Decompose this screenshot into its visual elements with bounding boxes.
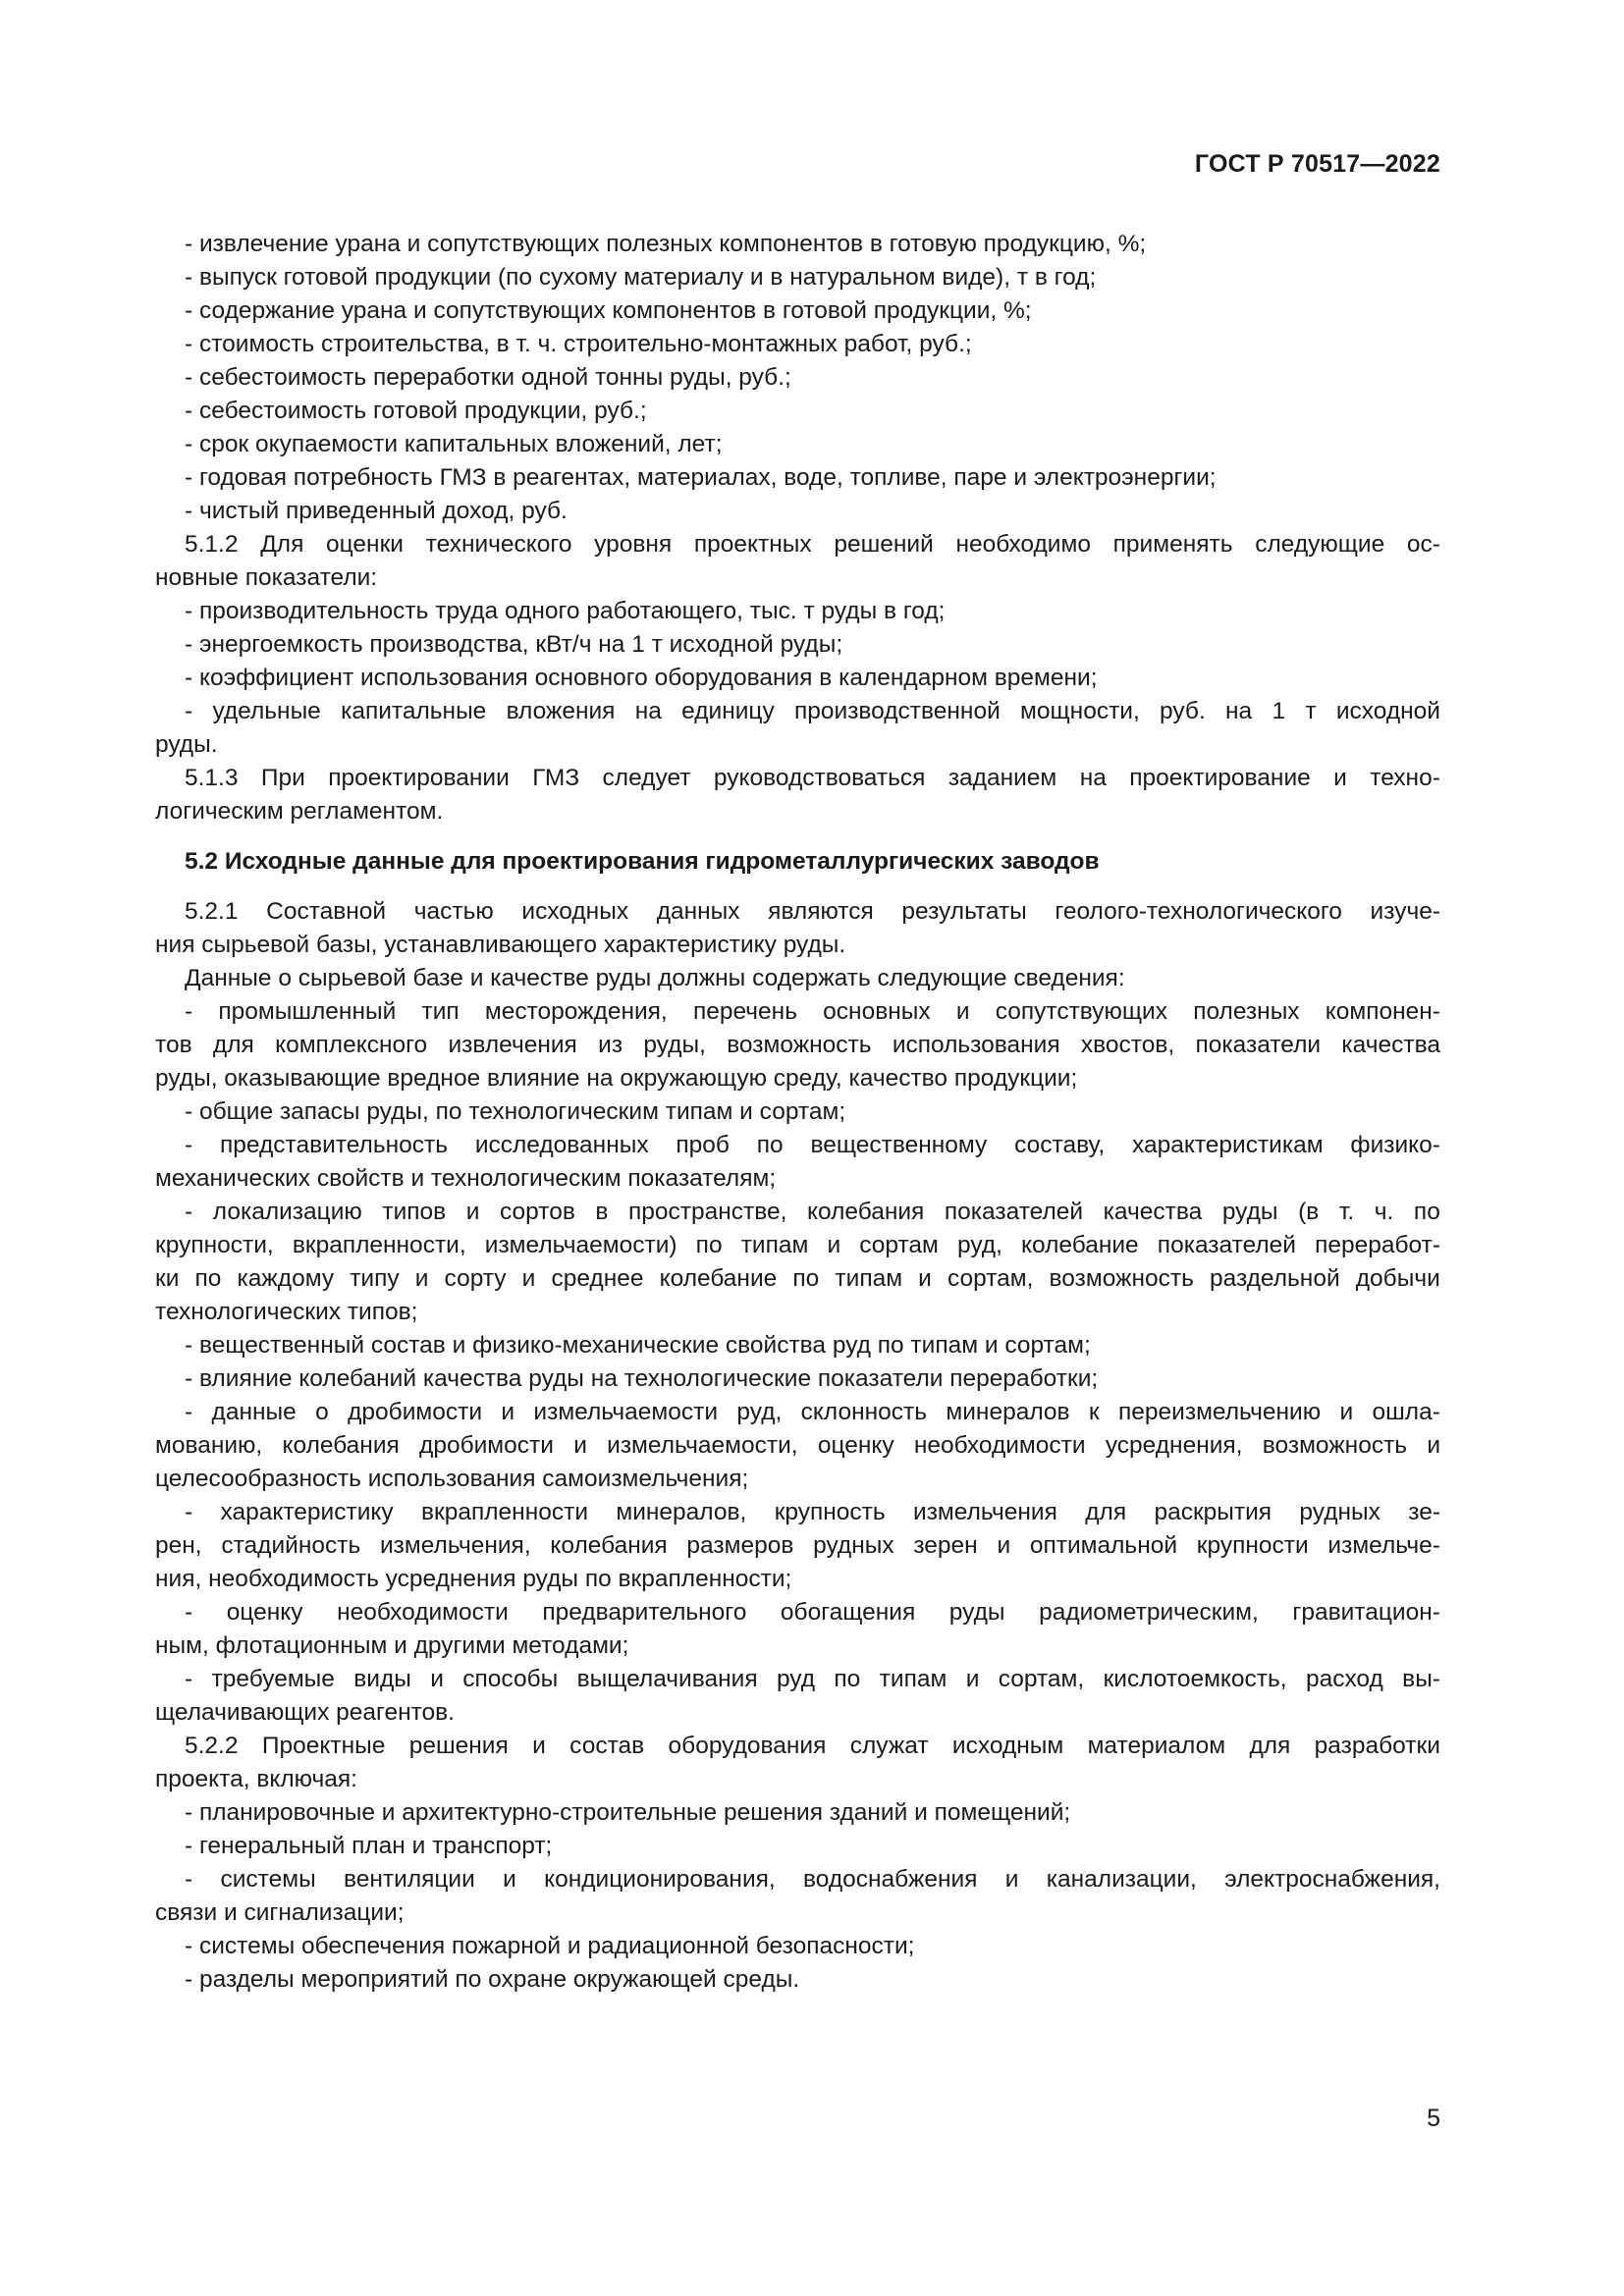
text-line: - годовая потребность ГМЗ в реагентах, материалах, воде, топливе, паре и электроэнергии; — [185, 464, 1217, 491]
text-line: - содержание урана и сопутствующих компонентов в готовой продукции, %; — [185, 297, 1032, 324]
section-heading: 5.2 Исходные данные для проектирования гидрометаллургических заводов — [185, 848, 1100, 875]
text-line: связи и сигнализации; — [155, 1899, 405, 1926]
text-line: - производительность труда одного работающего, тыс. т руды в год; — [185, 598, 946, 624]
text-line: - срок окупаемости капитальных вложений, лет; — [185, 431, 723, 457]
text-line: - коэффициент использования основного оборудования в календарном времени; — [185, 665, 1098, 691]
text-line: 5.1.2 Для оценки технического уровня проектных решений необходимо применять следующие ос- — [185, 531, 1440, 558]
text-line: - системы обеспечения пожарной и радиационной безопасности; — [185, 1933, 915, 1959]
text-line: проекта, включая: — [155, 1766, 357, 1792]
text-line: тов для комплексного извлечения из руды, возможность использования хвостов, показатели качества — [155, 1032, 1440, 1058]
text-line: - энергоемкость производства, кВт/ч на 1 т исходной руды; — [185, 631, 843, 658]
text-line: ным, флотационным и другими методами; — [155, 1632, 629, 1659]
text-line: - извлечение урана и сопутствующих полезных компонентов в готовую продукцию, %; — [185, 231, 1147, 257]
text-line: - планировочные и архитектурно-строительные решения зданий и помещений; — [185, 1799, 1071, 1826]
text-line: - локализацию типов и сортов в пространстве, колебания показателей качества руды (в т. ч. по — [185, 1199, 1440, 1225]
text-line: Данные о сырьевой базе и качестве руды должны содержать следующие сведения: — [185, 965, 1125, 991]
text-line: - системы вентиляции и кондиционирования, водоснабжения и канализации, электроснабжения, — [185, 1866, 1440, 1893]
text-line: ния сырьевой базы, устанавливающего характеристику руды. — [155, 932, 846, 958]
text-line: - разделы мероприятий по охране окружающей среды. — [185, 1966, 800, 1993]
text-line: руды. — [155, 731, 218, 758]
text-line: - стоимость строительства, в т. ч. строительно-монтажных работ, руб.; — [185, 331, 972, 357]
text-line: - удельные капитальные вложения на единицу производственной мощности, руб. на 1 т исходной — [185, 698, 1440, 724]
text-line: - выпуск готовой продукции (по сухому материалу и в натуральном виде), т в год; — [185, 264, 1097, 291]
text-line: - влияние колебаний качества руды на технологические показатели переработки; — [185, 1365, 1099, 1392]
text-line: рен, стадийность измельчения, колебания размеров рудных зерен и оптимальной крупности измельче- — [155, 1532, 1440, 1559]
text-line: - вещественный состав и физико-механические свойства руд по типам и сортам; — [185, 1332, 1091, 1359]
text-line: - себестоимость переработки одной тонны руды, руб.; — [185, 364, 791, 391]
text-line: новные показатели: — [155, 564, 378, 591]
text-line: - данные о дробимости и измельчаемости руд, склонность минералов к переизмельчению и ошла- — [185, 1399, 1440, 1425]
text-line: - представительность исследованных проб по вещественному составу, характеристикам физико- — [185, 1132, 1440, 1158]
text-line: крупности, вкрапленности, измельчаемости) по типам и сортам руд, колебание показателей переработ- — [155, 1232, 1440, 1258]
text-line: целесообразность использования самоизмельчения; — [155, 1466, 749, 1492]
text-line: щелачивающих реагентов. — [155, 1699, 455, 1726]
text-line: 5.1.3 При проектировании ГМЗ следует руководствоваться заданием на проектирование и техно- — [185, 765, 1440, 791]
text-line: 5.2.1 Составной частью исходных данных являются результаты геолого-технологического изуче- — [185, 898, 1440, 925]
text-line: 5.2.2 Проектные решения и состав оборудования служат исходным материалом для разработки — [185, 1733, 1440, 1759]
text-line: ки по каждому типу и сорту и среднее колебание по типам и сортам, возможность раздельной добычи — [155, 1265, 1440, 1292]
text-line: руды, оказывающие вредное влияние на окружающую среду, качество продукции; — [155, 1065, 1078, 1092]
text-line: - промышленный тип месторождения, перечень основных и сопутствующих полезных компонен- — [185, 998, 1440, 1025]
text-line: - генеральный план и транспорт; — [185, 1833, 553, 1859]
document-body — [155, 228, 1440, 1997]
text-line: ния, необходимость усреднения руды по вкрапленности; — [155, 1566, 792, 1592]
text-line: мованию, колебания дробимости и измельчаемости, оценку необходимости усреднения, возможность и — [155, 1432, 1440, 1459]
text-line: - себестоимость готовой продукции, руб.; — [185, 398, 647, 424]
text-line: логическим регламентом. — [155, 798, 444, 825]
text-line: - характеристику вкрапленности минералов, крупность измельчения для раскрытия рудных зе- — [185, 1499, 1440, 1525]
text-line: механических свойств и технологическим показателям; — [155, 1165, 777, 1192]
text-line: технологических типов; — [155, 1299, 418, 1325]
text-line: - чистый приведенный доход, руб. — [185, 498, 568, 524]
text-line: - требуемые виды и способы выщелачивания руд по типам и сортам, кислотоемкость, расход вы- — [185, 1666, 1440, 1692]
document-code-header: ГОСТ Р 70517—2022 — [1194, 150, 1440, 178]
text-line: - оценку необходимости предварительного обогащения руды радиометрическим, гравитацион- — [185, 1599, 1440, 1626]
text-line: - общие запасы руды, по технологическим типам и сортам; — [185, 1098, 846, 1125]
page-number: 5 — [1427, 2105, 1440, 2132]
